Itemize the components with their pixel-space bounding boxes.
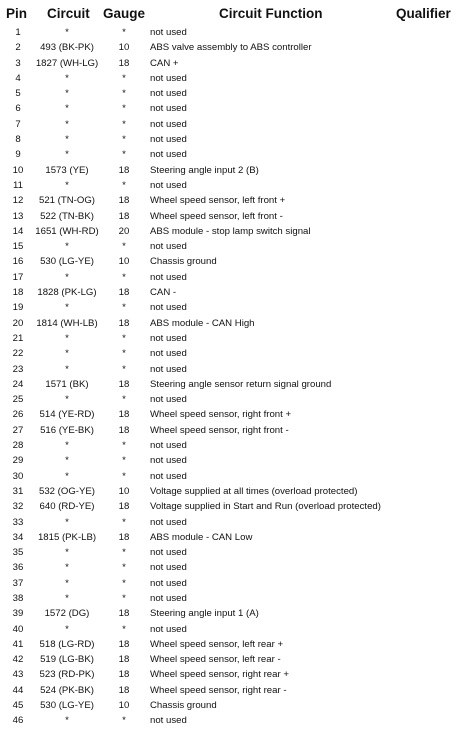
gauge-cell: * [122,302,126,314]
table-row [0,515,459,530]
pin-cell: 34 [12,531,24,543]
table-row [0,239,459,254]
circuit-function-cell: not used [150,179,187,191]
circuit-function-cell: not used [150,394,187,406]
gauge-cell: * [122,348,126,360]
gauge-cell: * [122,88,126,100]
circuit-cell: 1571 (BK) [45,378,89,390]
gauge-cell: * [122,562,126,574]
circuit-function-cell: not used [150,149,187,161]
pin-cell: 42 [12,654,24,666]
circuit-function-cell: Chassis ground [150,256,217,268]
circuit-function-cell: Wheel speed sensor, left rear + [150,638,284,650]
table-row [0,667,459,682]
pin-cell: 24 [12,378,24,390]
gauge-cell: * [122,103,126,115]
circuit-cell: * [65,134,69,146]
table-row [0,591,459,606]
gauge-cell: * [122,394,126,406]
table-row [0,377,459,392]
table-row [0,25,459,40]
gauge-cell: 18 [118,57,130,69]
circuit-function-cell: Steering angle input 2 (B) [150,164,259,176]
circuit-cell: 1827 (WH-LG) [35,57,99,69]
table-row [0,270,459,285]
gauge-cell: * [122,149,126,161]
table-row [0,132,459,147]
circuit-function-cell: not used [150,440,187,452]
circuit-cell: * [65,470,69,482]
circuit-function-cell: not used [150,332,187,344]
pin-cell: 36 [12,562,24,574]
table-row [0,300,459,315]
gauge-cell: 18 [118,684,130,696]
table-row [0,484,459,499]
circuit-cell: * [65,348,69,360]
pin-cell: 7 [15,118,21,130]
pin-cell: 12 [12,195,24,207]
circuit-function-cell: not used [150,134,187,146]
circuit-cell: * [65,440,69,452]
table-row [0,652,459,667]
circuit-cell: * [65,88,69,100]
circuit-cell: * [65,302,69,314]
circuit-function-cell: Wheel speed sensor, left front + [150,195,286,207]
circuit-cell: 519 (LG-BK) [40,654,94,666]
table-row [0,285,459,300]
circuit-cell: * [65,118,69,130]
circuit-function-cell: Voltage supplied at all times (overload protected) [150,485,358,497]
circuit-cell: * [65,592,69,604]
pin-cell: 27 [12,424,24,436]
table-row [0,499,459,514]
circuit-cell: 530 (LG-YE) [40,700,94,712]
table-row [0,530,459,545]
pin-cell: 19 [12,302,24,314]
table-row [0,423,459,438]
table-row [0,576,459,591]
header-circuit: Circuit [47,6,90,21]
circuit-cell: 1814 (WH-LB) [36,317,98,329]
gauge-cell: * [122,455,126,467]
circuit-cell: 516 (YE-BK) [40,424,94,436]
circuit-function-cell: not used [150,363,187,375]
circuit-cell: 532 (OG-YE) [39,485,95,497]
circuit-function-cell: ABS valve assembly to ABS controller [150,42,312,54]
gauge-cell: 10 [118,485,130,497]
circuit-function-cell: not used [150,241,187,253]
table-row [0,713,459,728]
table-row [0,407,459,422]
table-row [0,545,459,560]
table-row [0,193,459,208]
header-pin: Pin [6,6,28,21]
header-circuit-function: Circuit Function [219,6,323,21]
circuit-cell: * [65,562,69,574]
circuit-function-cell: Wheel speed sensor, left rear - [150,654,281,666]
header-qualifier: Qualifier [396,6,451,21]
table-row [0,637,459,652]
table-row [0,469,459,484]
gauge-cell: 18 [118,378,130,390]
gauge-cell: 18 [118,317,130,329]
table-row [0,86,459,101]
circuit-function-cell: CAN - [150,287,177,299]
pin-cell: 23 [12,363,24,375]
gauge-cell: * [122,470,126,482]
pin-cell: 31 [12,485,24,497]
circuit-function-cell: CAN + [150,57,179,69]
gauge-cell: * [122,516,126,528]
circuit-cell: 1572 (DG) [44,608,90,620]
pin-cell: 16 [12,256,24,268]
circuit-function-cell: not used [150,455,187,467]
table-row [0,683,459,698]
pin-cell: 14 [12,225,24,237]
table-row [0,71,459,86]
circuit-cell: 1651 (WH-RD) [35,225,99,237]
pin-cell: 39 [12,608,24,620]
circuit-cell: * [65,577,69,589]
pin-cell: 46 [12,715,24,727]
gauge-cell: 18 [118,608,130,620]
gauge-cell: * [122,134,126,146]
pin-cell: 10 [12,164,24,176]
circuit-function-cell: Wheel speed sensor, right front - [150,424,289,436]
gauge-cell: * [122,27,126,38]
pin-cell: 3 [15,57,21,69]
circuit-function-cell: Wheel speed sensor, left front - [150,210,283,222]
gauge-cell: 18 [118,210,130,222]
circuit-cell: 514 (YE-RD) [39,409,95,421]
pin-cell: 45 [12,700,24,712]
pin-cell: 17 [12,271,24,283]
table-row [0,117,459,132]
table-row [0,346,459,361]
circuit-cell: 640 (RD-YE) [39,501,95,513]
pin-cell: 32 [12,501,24,513]
circuit-cell: * [65,516,69,528]
table-row [0,392,459,407]
pin-cell: 28 [12,440,24,452]
table-row [0,560,459,575]
table-row [0,331,459,346]
circuit-cell: * [65,394,69,406]
gauge-cell: 18 [118,164,130,176]
circuit-function-cell: not used [150,470,187,482]
table-row [0,453,459,468]
circuit-function-cell: Wheel speed sensor, right front + [150,409,292,421]
gauge-cell: * [122,118,126,130]
circuit-function-cell: not used [150,103,187,115]
circuit-function-cell: Wheel speed sensor, right rear - [150,684,287,696]
pinout-table [0,25,459,729]
circuit-cell: * [65,715,69,727]
circuit-function-cell: Wheel speed sensor, right rear + [150,669,289,681]
pin-cell: 29 [12,455,24,467]
circuit-function-cell: not used [150,118,187,130]
pin-cell: 26 [12,409,24,421]
table-row [0,254,459,269]
circuit-cell: * [65,72,69,84]
circuit-cell: * [65,332,69,344]
pin-cell: 35 [12,547,24,559]
circuit-cell: * [65,623,69,635]
circuit-cell: 1815 (PK-LB) [37,531,97,543]
circuit-function-cell: Chassis ground [150,700,217,712]
pin-cell: 13 [12,210,24,222]
pin-cell: 44 [12,684,24,696]
pin-cell: 1 [15,27,21,38]
table-row [0,56,459,71]
gauge-cell: * [122,623,126,635]
circuit-function-cell: not used [150,271,187,283]
gauge-cell: 18 [118,501,130,513]
gauge-cell: 18 [118,287,130,299]
pin-cell: 30 [12,470,24,482]
gauge-cell: * [122,440,126,452]
gauge-cell: 18 [118,195,130,207]
gauge-cell: 18 [118,409,130,421]
gauge-cell: 10 [118,42,130,54]
table-row [0,438,459,453]
gauge-cell: * [122,715,126,727]
gauge-cell: 18 [118,654,130,666]
circuit-cell: * [65,149,69,161]
circuit-cell: 521 (TN-OG) [39,195,95,207]
pin-cell: 21 [12,332,24,344]
circuit-cell: 493 (BK-PK) [40,42,94,54]
circuit-cell: 1828 (PK-LG) [37,287,97,299]
pin-cell: 20 [12,317,24,329]
circuit-function-cell: not used [150,27,187,38]
circuit-function-cell: ABS module - stop lamp switch signal [150,225,311,237]
circuit-cell: * [65,241,69,253]
circuit-function-cell: not used [150,516,187,528]
pin-cell: 15 [12,241,24,253]
gauge-cell: * [122,547,126,559]
table-row [0,362,459,377]
circuit-function-cell: ABS module - CAN High [150,317,255,329]
circuit-function-cell: ABS module - CAN Low [150,531,253,543]
circuit-function-cell: not used [150,592,187,604]
table-row [0,147,459,162]
pin-cell: 2 [15,42,21,54]
pin-cell: 37 [12,577,24,589]
circuit-function-cell: Steering angle input 1 (A) [150,608,259,620]
gauge-cell: * [122,271,126,283]
pin-cell: 8 [15,134,21,146]
gauge-cell: * [122,72,126,84]
circuit-function-cell: Voltage supplied in Start and Run (overload protected) [150,501,381,513]
circuit-function-cell: not used [150,88,187,100]
gauge-cell: 18 [118,424,130,436]
pin-cell: 40 [12,623,24,635]
table-row [0,163,459,178]
gauge-cell: 18 [118,531,130,543]
pin-cell: 43 [12,669,24,681]
pin-cell: 38 [12,592,24,604]
gauge-cell: * [122,592,126,604]
table-row [0,606,459,621]
circuit-function-cell: not used [150,547,187,559]
table-row [0,698,459,713]
gauge-cell: 20 [118,225,130,237]
gauge-cell: 18 [118,638,130,650]
circuit-cell: 524 (PK-BK) [40,684,94,696]
circuit-cell: * [65,547,69,559]
circuit-function-cell: not used [150,562,187,574]
pin-cell: 18 [12,287,24,299]
pin-cell: 6 [15,103,21,115]
circuit-cell: 1573 (YE) [45,164,89,176]
circuit-cell: * [65,271,69,283]
gauge-cell: * [122,179,126,191]
pin-cell: 22 [12,348,24,360]
table-row [0,40,459,55]
circuit-function-cell: not used [150,577,187,589]
circuit-cell: 522 (TN-BK) [40,210,94,222]
circuit-function-cell: not used [150,623,187,635]
pin-cell: 33 [12,516,24,528]
circuit-cell: * [65,363,69,375]
gauge-cell: * [122,363,126,375]
circuit-function-cell: not used [150,302,187,314]
table-row [0,178,459,193]
circuit-function-cell: not used [150,348,187,360]
circuit-cell: 518 (LG-RD) [39,638,95,650]
pin-cell: 4 [15,72,21,84]
gauge-cell: 10 [118,256,130,268]
gauge-cell: 10 [118,700,130,712]
table-row [0,101,459,116]
pin-cell: 11 [13,179,23,191]
table-row [0,209,459,224]
circuit-cell: * [65,455,69,467]
table-header [0,6,459,24]
gauge-cell: * [122,332,126,344]
pin-cell: 41 [12,638,24,650]
gauge-cell: * [122,577,126,589]
pin-cell: 25 [12,394,24,406]
table-row [0,622,459,637]
table-row [0,224,459,239]
gauge-cell: * [122,241,126,253]
header-gauge: Gauge [103,6,146,21]
circuit-cell: * [65,103,69,115]
circuit-function-cell: Steering angle sensor return signal ground [150,378,332,390]
table-row [0,316,459,331]
pin-cell: 5 [15,88,21,100]
pin-cell: 9 [15,149,21,161]
circuit-cell: 530 (LG-YE) [40,256,94,268]
circuit-function-cell: not used [150,715,187,727]
gauge-cell: 18 [118,669,130,681]
circuit-cell: 523 (RD-PK) [39,669,95,681]
circuit-function-cell: not used [150,72,187,84]
circuit-cell: * [65,179,69,191]
circuit-cell: * [65,27,69,38]
